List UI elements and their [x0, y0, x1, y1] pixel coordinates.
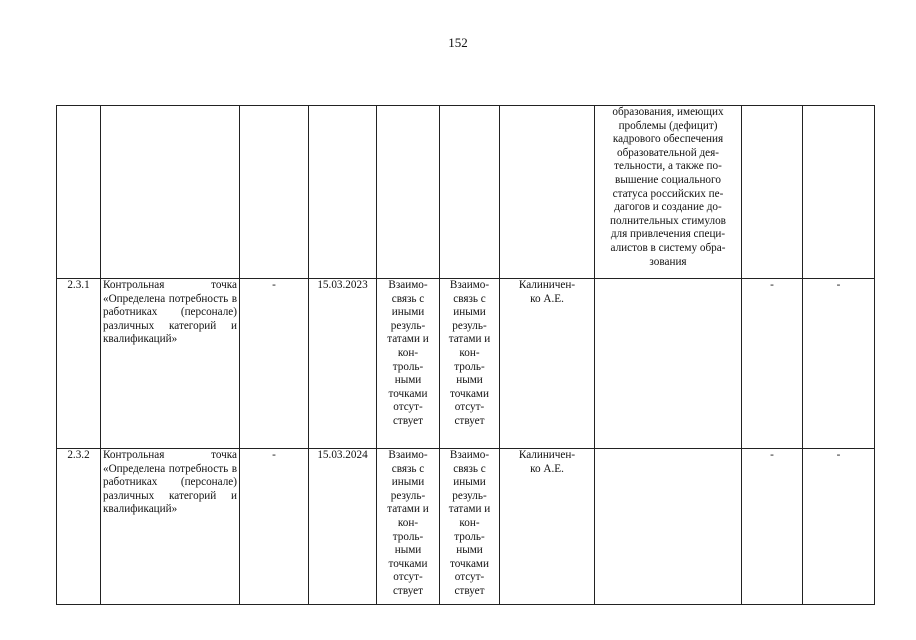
cell-col10: - — [803, 279, 875, 449]
cell-start: - — [240, 279, 309, 449]
plan-table — [56, 105, 875, 605]
table-row-continued — [57, 106, 875, 279]
cell-col10 — [803, 106, 875, 279]
cell-next-link: Взаимо- связь с иными резуль- татами и кон- троль- ными точками отсут- ствует — [440, 279, 500, 449]
cell-end: 15.03.2024 — [309, 449, 377, 605]
cell-col10: - — [803, 449, 875, 605]
table-row — [57, 449, 875, 605]
cell-col9: - — [742, 279, 803, 449]
cell-responsible: Калиничен- ко А.Е. — [500, 449, 595, 605]
cell-effect — [595, 279, 742, 449]
cell-effect: образования, имеющих проблемы (дефицит) кадрового обеспечения образовательной дея- тельности, а также по- вышение социального статуса российских пе- дагогов и создание до- полнительных стимулов для привлечения специ- алистов в систему обра- зования — [595, 106, 742, 279]
cell-number: 2.3.2 — [57, 449, 101, 605]
cell-name — [101, 106, 240, 279]
cell-name: Контрольная точка «Определена потребность в работниках (персонале) различных категорий и квалификаций» — [101, 449, 240, 605]
cell-end — [309, 106, 377, 279]
cell-start: - — [240, 449, 309, 605]
cell-start — [240, 106, 309, 279]
cell-col9 — [742, 106, 803, 279]
cell-name: Контрольная точка «Определена потребность в работниках (персонале) различных категорий и квалификаций» — [101, 279, 240, 449]
cell-number: 2.3.1 — [57, 279, 101, 449]
cell-number — [57, 106, 101, 279]
table-row — [57, 279, 875, 449]
cell-effect — [595, 449, 742, 605]
page-number: 152 — [448, 35, 468, 50]
cell-end: 15.03.2023 — [309, 279, 377, 449]
cell-responsible — [500, 106, 595, 279]
cell-responsible: Калиничен- ко А.Е. — [500, 279, 595, 449]
cell-next-link: Взаимо- связь с иными резуль- татами и кон- троль- ными точками отсут- ствует — [440, 449, 500, 605]
cell-col9: - — [742, 449, 803, 605]
cell-prev-link — [377, 106, 440, 279]
cell-prev-link: Взаимо- связь с иными резуль- татами и кон- троль- ными точками отсут- ствует — [377, 279, 440, 449]
cell-next-link — [440, 106, 500, 279]
cell-prev-link: Взаимо- связь с иными резуль- татами и кон- троль- ными точками отсут- ствует — [377, 449, 440, 605]
